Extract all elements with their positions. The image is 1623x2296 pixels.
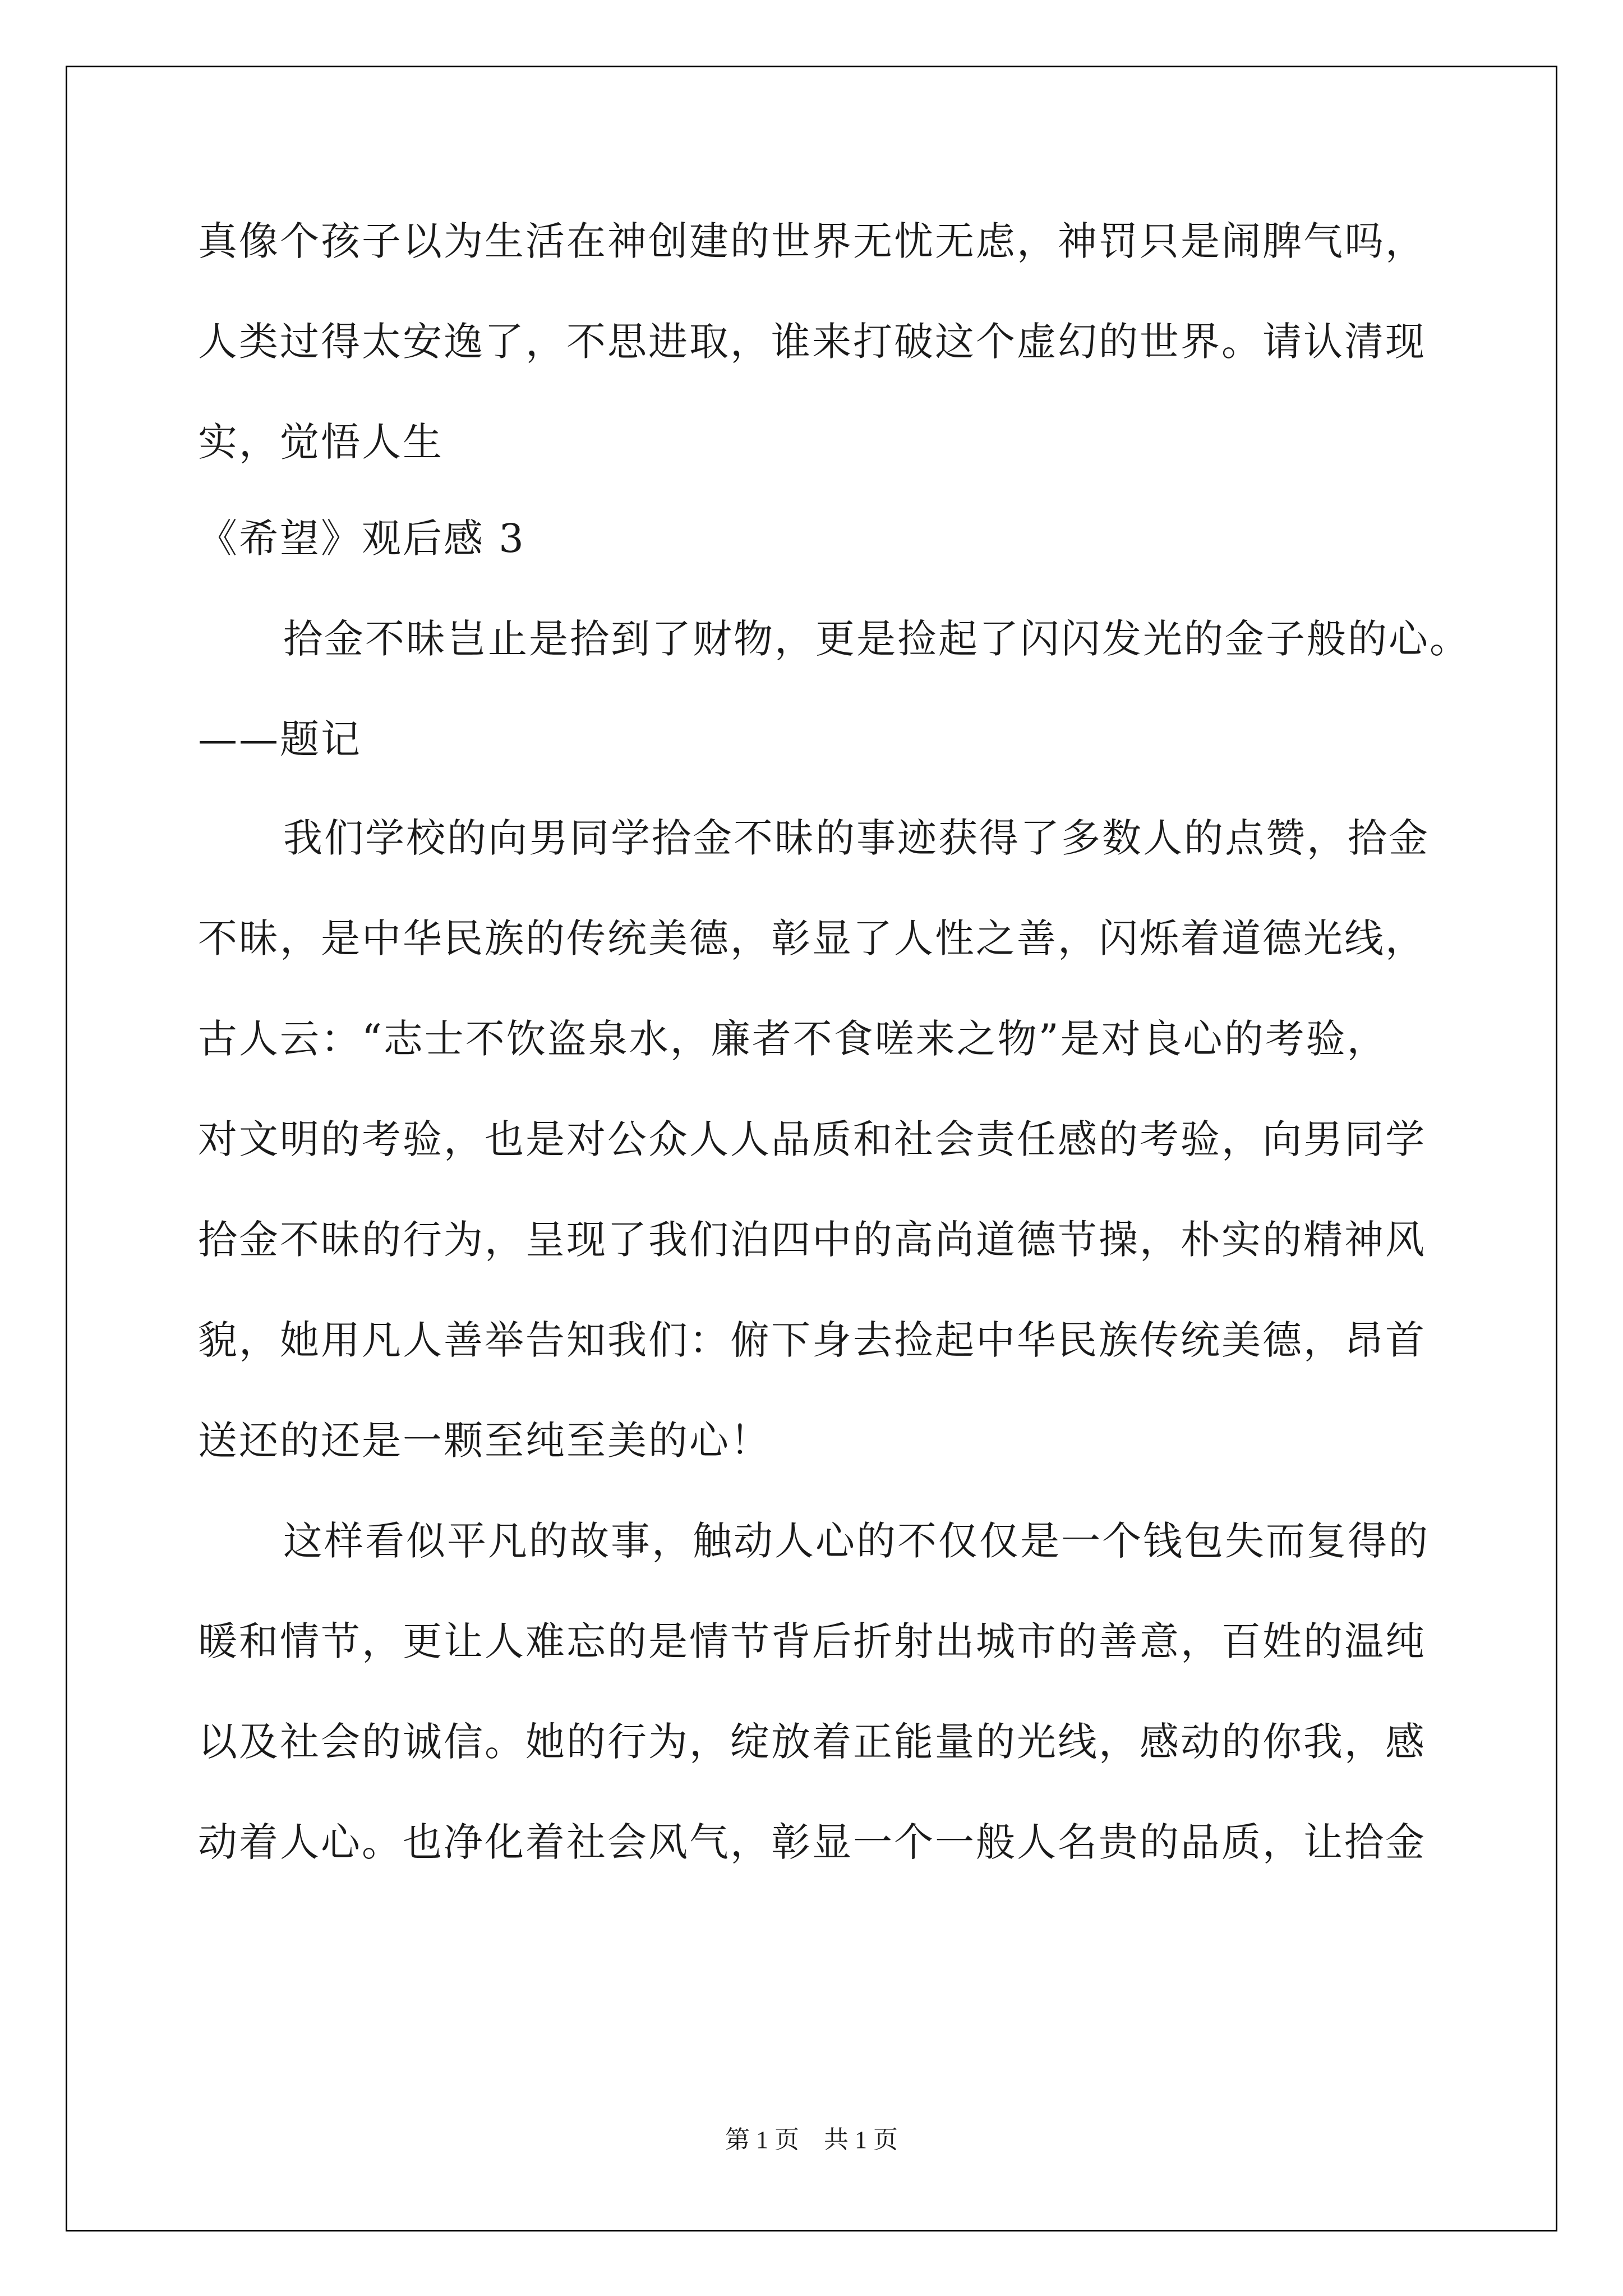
paragraph-line: 动着人心。也净化着社会风气，彰显一个一般人名贵的品质，让拾金 — [198, 1819, 1426, 1865]
paragraph-line: 貌，她用凡人善举告知我们：俯下身去捡起中华民族传统美德，昂首 — [198, 1317, 1426, 1363]
paragraph-line: 这样看似平凡的故事，触动人心的不仅仅是一个钱包失而复得的 — [283, 1518, 1430, 1564]
paragraph-line: 以及社会的诚信。她的行为，绽放着正能量的光线，感动的你我，感 — [198, 1719, 1426, 1765]
paragraph-line: 我们学校的向男同学拾金不昧的事迹获得了多数人的点赞，拾金 — [283, 815, 1430, 861]
section-heading: 《希望》观后感 3 — [198, 516, 525, 562]
paragraph-line: 暖和情节，更让人难忘的是情节背后折射出城市的善意，百姓的温纯 — [198, 1618, 1426, 1664]
page-number-footer: 第 1 页 共 1 页 — [725, 2126, 898, 2154]
paragraph-line: 送还的还是一颗至纯至美的心！ — [198, 1418, 771, 1464]
text-line: 人类过得太安逸了，不思进取，谁来打破这个虚幻的世界。请认清现 — [198, 319, 1426, 365]
text-line: 真像个孩子以为生活在神创建的世界无忧无虑，神罚只是闹脾气吗， — [198, 218, 1426, 264]
document-body — [198, 208, 1470, 1909]
paragraph-line: 拾金不昧的行为，呈现了我们泊四中的高尚道德节操，朴实的精神风 — [198, 1217, 1426, 1263]
text-line: 实，觉悟人生 — [198, 419, 444, 465]
paragraph-line: 对文明的考验，也是对公众人人品质和社会责任感的考验，向男同学 — [198, 1116, 1426, 1162]
paragraph-line: 不昧，是中华民族的传统美德，彰显了人性之善，闪烁着道德光线， — [198, 915, 1426, 961]
paragraph-line: 古人云：“志士不饮盗泉水，廉者不食嗟来之物”是对良心的考验， — [198, 1016, 1388, 1062]
epigraph-attribution: ——题记 — [198, 716, 362, 762]
epigraph-line: 拾金不昧岂止是拾到了财物，更是捡起了闪闪发光的金子般的心。 — [283, 616, 1470, 662]
